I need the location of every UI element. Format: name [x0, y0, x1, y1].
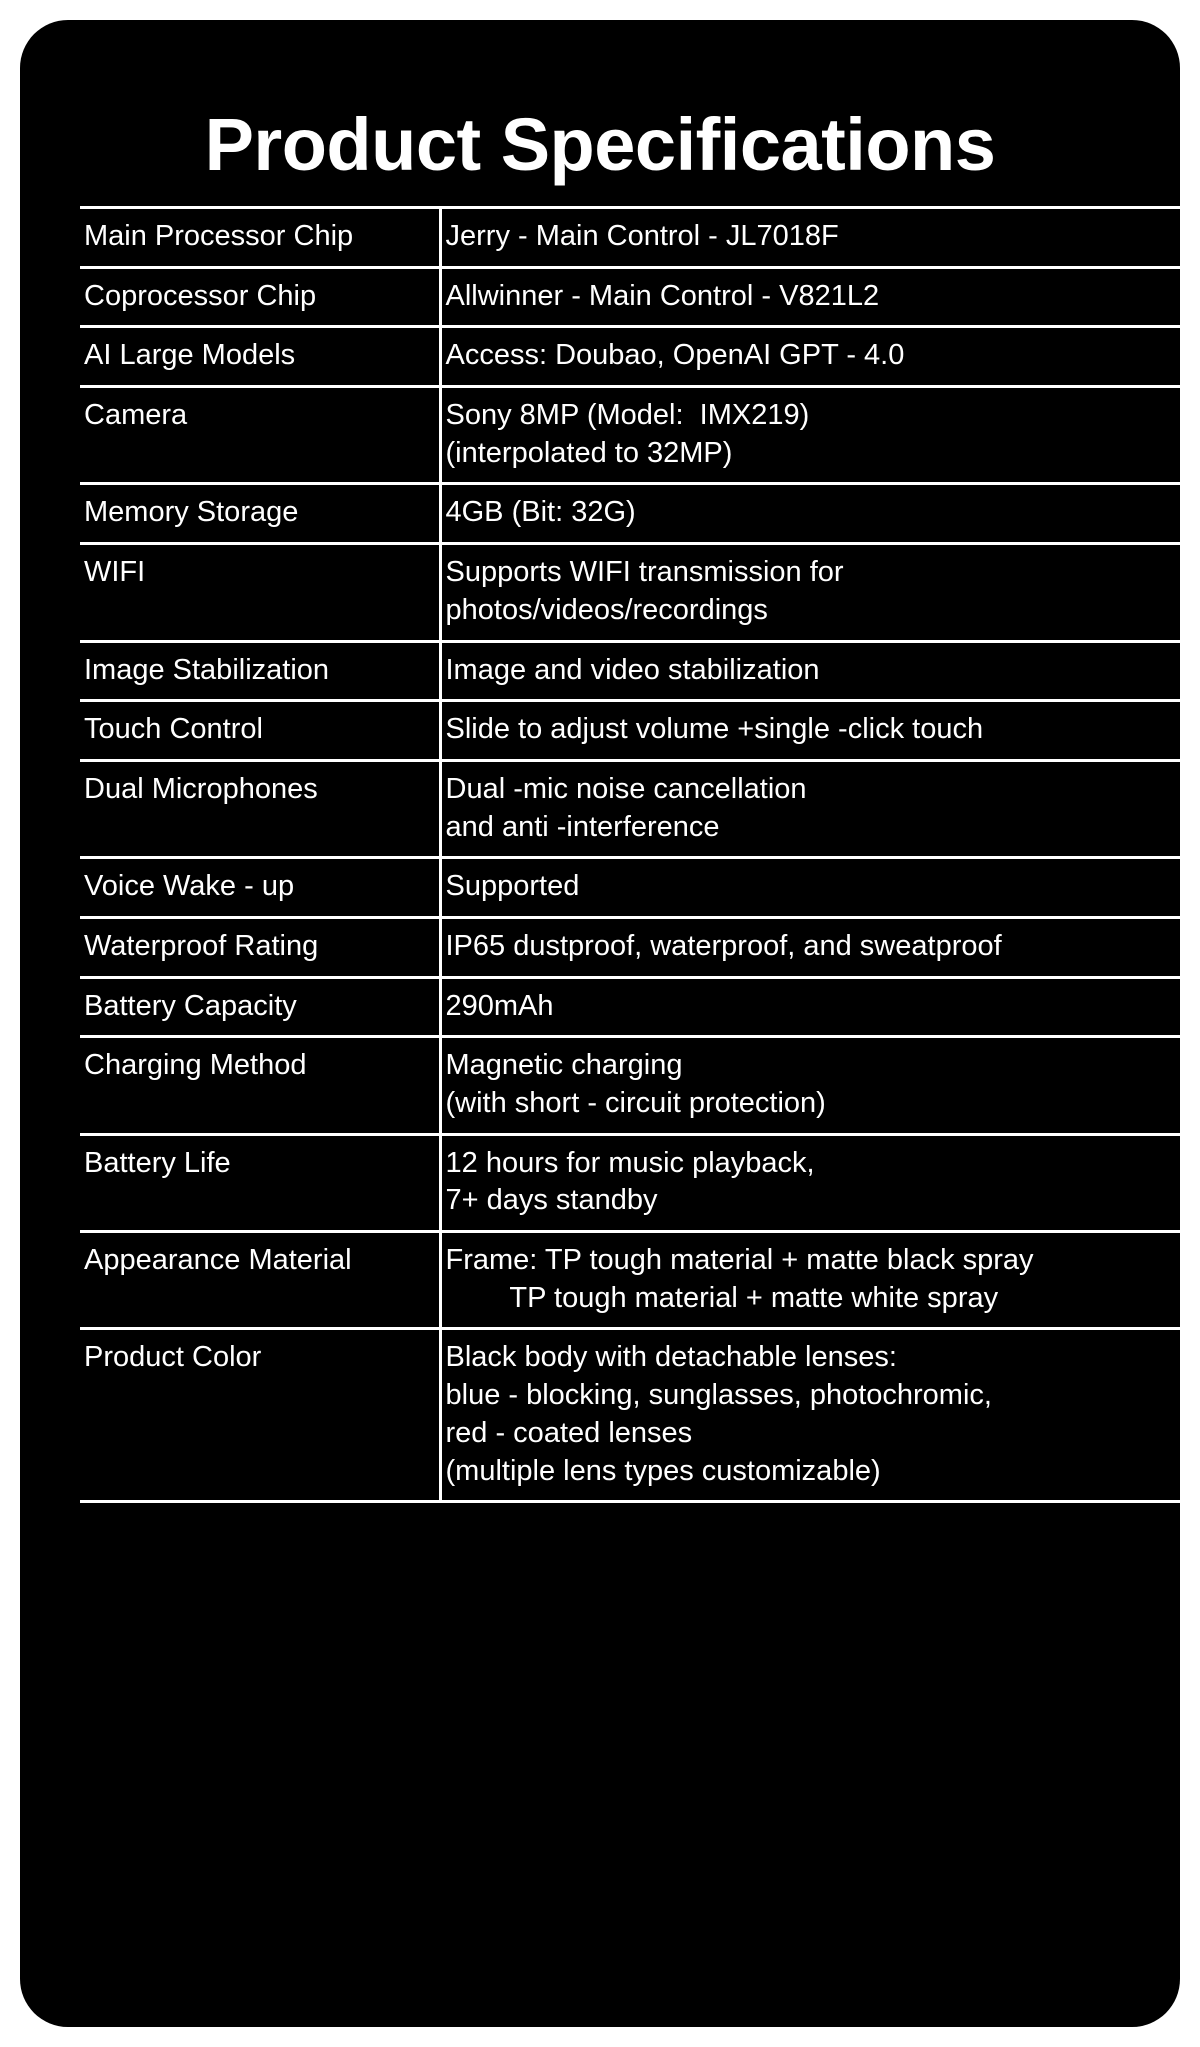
- table-row: [80, 387, 1180, 484]
- spec-value: [440, 1134, 1180, 1231]
- spec-value-line: Supported: [445, 870, 580, 903]
- spec-value: [440, 484, 1180, 544]
- spec-value-line: Jerry - Main Control - JL7018F: [445, 220, 839, 252]
- table-row: [80, 544, 1180, 641]
- spec-value-line: Slide to adjust volume +single -click touch: [445, 713, 984, 746]
- spec-value: [440, 858, 1180, 918]
- spec-value: [440, 544, 1180, 641]
- spec-label: Touch Control: [80, 701, 440, 761]
- spec-label: Camera: [80, 387, 440, 484]
- spec-label: AI Large Models: [80, 327, 440, 387]
- spec-label: Appearance Material: [80, 1232, 440, 1329]
- spec-label: Product Color: [80, 1329, 440, 1502]
- spec-value: [440, 641, 1180, 701]
- spec-value: [440, 267, 1180, 327]
- spec-value-line: 4GB (Bit: 32G): [445, 496, 636, 529]
- table-row: [80, 760, 1180, 857]
- spec-value-line: Access: Doubao, OpenAI GPT - 4.0: [445, 339, 905, 372]
- spec-value-line: Supports WIFI transmission for: [445, 556, 844, 589]
- table-row: [80, 327, 1180, 387]
- spec-value-line: Image and video stabilization: [445, 653, 820, 686]
- spec-value: [440, 208, 1180, 268]
- spec-value: [440, 1232, 1180, 1329]
- spec-label: Main Processor Chip: [80, 208, 440, 268]
- spec-value-line: Black body with detachable lenses:: [445, 1341, 897, 1374]
- spec-value-line: Allwinner - Main Control - V821L2: [445, 279, 880, 312]
- spec-value: [440, 1037, 1180, 1134]
- table-row: [80, 977, 1180, 1037]
- spec-value-line: red - coated lenses: [445, 1416, 693, 1449]
- spec-value-line: and anti -interference: [445, 810, 720, 843]
- spec-value: [440, 1329, 1180, 1502]
- table-row: [80, 858, 1180, 918]
- spec-value-line: 290mAh: [445, 989, 554, 1022]
- table-row: [80, 1037, 1180, 1134]
- table-row: [80, 208, 1180, 268]
- spec-value: [440, 387, 1180, 484]
- spec-value-line: (multiple lens types customizable): [445, 1454, 881, 1487]
- spec-value-line: 7+ days standby: [445, 1184, 658, 1217]
- spec-value-line: Magnetic charging: [445, 1049, 683, 1082]
- specifications-table-body: [80, 208, 1180, 1502]
- spec-label: Charging Method: [80, 1037, 440, 1134]
- spec-value-line: blue - blocking, sunglasses, photochromic,: [445, 1379, 992, 1412]
- spec-value-line: (with short - circuit protection): [445, 1087, 826, 1119]
- spec-value-line: Frame: TP tough material + matte black spray: [445, 1244, 1034, 1277]
- spec-value: [440, 977, 1180, 1037]
- spec-label: Memory Storage: [80, 484, 440, 544]
- spec-value-line: Dual -mic noise cancellation: [445, 772, 807, 805]
- page-title: Product Specifications: [204, 103, 996, 186]
- spec-value: [440, 701, 1180, 761]
- spec-value: [440, 917, 1180, 977]
- spec-value-line: 12 hours for music playback,: [445, 1146, 815, 1179]
- table-row: [80, 1329, 1180, 1502]
- spec-value-line: Sony 8MP (Model: IMX219): [445, 399, 810, 432]
- spec-value: [440, 760, 1180, 857]
- spec-label: WIFI: [80, 544, 440, 641]
- spec-value-line: photos/videos/recordings: [445, 593, 768, 626]
- spec-value-line: (interpolated to 32MP): [445, 436, 733, 469]
- spec-label: Dual Microphones: [80, 760, 440, 857]
- spec-label: Battery Life: [80, 1134, 440, 1231]
- table-row: [80, 641, 1180, 701]
- table-row: [80, 917, 1180, 977]
- table-row: [80, 1232, 1180, 1329]
- table-row: [80, 267, 1180, 327]
- spec-label: Battery Capacity: [80, 977, 440, 1037]
- spec-card: [20, 20, 1180, 2027]
- table-row: [80, 701, 1180, 761]
- spec-value-line: TP tough material + matte white spray: [445, 1281, 999, 1314]
- spec-value-line: IP65 dustproof, waterproof, and sweatproof: [445, 929, 1002, 962]
- spec-label: Coprocessor Chip: [80, 267, 440, 327]
- spec-value: [440, 327, 1180, 387]
- spec-label: Voice Wake - up: [80, 858, 440, 918]
- specifications-table: [80, 206, 1180, 1503]
- table-row: [80, 484, 1180, 544]
- spec-label: Waterproof Rating: [80, 917, 440, 977]
- spec-label: Image Stabilization: [80, 641, 440, 701]
- table-row: [80, 1134, 1180, 1231]
